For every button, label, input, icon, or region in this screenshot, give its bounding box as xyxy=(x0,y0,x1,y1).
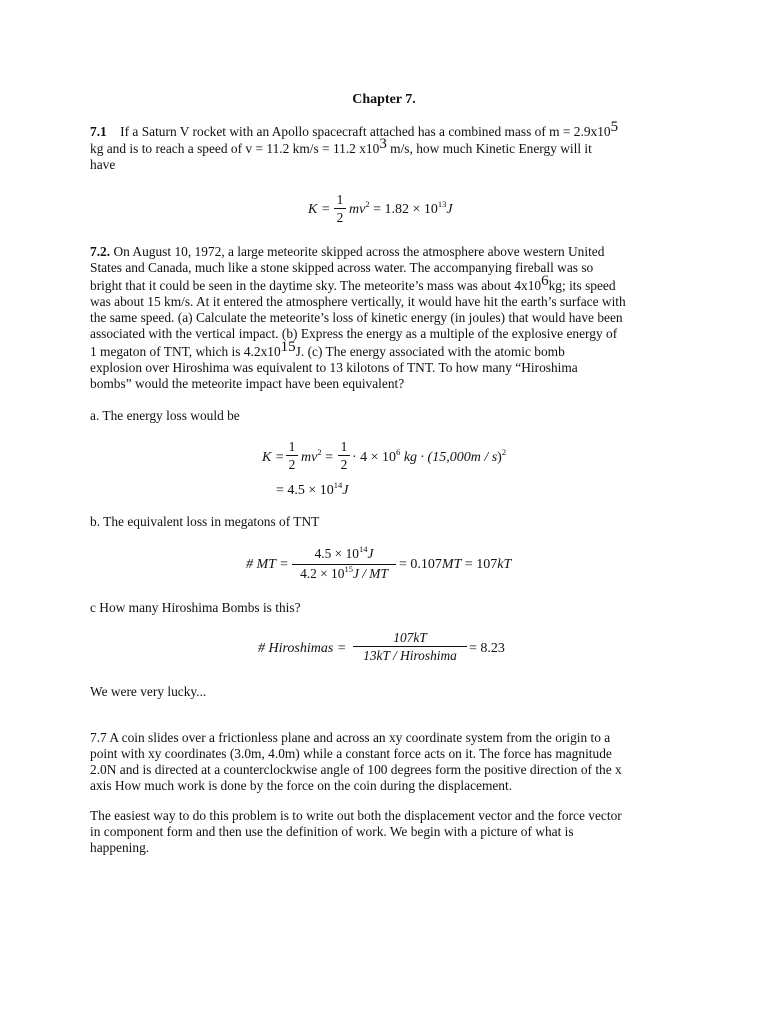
problem-text: bright that it could be seen in the daytime sky. The meteorite’s mass was about 4x10 xyxy=(90,278,542,293)
part-b-label: b. The equivalent loss in megatons of TNT xyxy=(90,514,320,529)
problem-text: If a Saturn V rocket with an Apollo spacecraft attached has a combined mass of m = 2.9x10 xyxy=(120,124,611,139)
fraction-numerator: 107kT xyxy=(353,630,467,647)
problem-number: 7.1 xyxy=(90,124,107,139)
fraction-denominator: 2 xyxy=(336,210,344,225)
problem-text: the same speed. (a) Calculate the meteorite’s loss of kinetic energy (in joules) that would have been xyxy=(90,310,623,325)
problem-text: explosion over Hiroshima was equivalent to 13 kilotons of TNT. To how many “Hiroshima xyxy=(90,360,578,375)
problem-text: was about 15 km/s. At it entered the atmosphere vertically, it would have hit the earth’s surface with xyxy=(90,294,626,309)
eq-unit: kT xyxy=(497,557,512,572)
superscript: 15 xyxy=(344,564,353,574)
problem-text: J. (c) The energy associated with the atomic bomb xyxy=(295,344,565,359)
problem-7-7 xyxy=(90,730,690,794)
problem-text: point with xy coordinates (3.0m, 4.0m) while a constant force acts on it. The force has magnitude xyxy=(90,746,612,761)
problem-text: 7.7 A coin slides over a frictionless plane and across an xy coordinate system from the origin to a xyxy=(90,730,611,745)
superscript: 2 xyxy=(501,447,507,457)
superscript: 2 xyxy=(317,447,322,457)
eq-text: = 1.82 × 10 xyxy=(369,202,438,217)
body-text: The easiest way to do this problem is to write out both the displacement vector and the force vector xyxy=(90,808,622,823)
eq-unit: J xyxy=(342,483,349,498)
solution-intro xyxy=(90,808,690,856)
problem-text: 1 megaton of TNT, which is 4.2x10 xyxy=(90,344,281,359)
problem-text: axis How much work is done by the force on the coin during the displacement. xyxy=(90,778,513,793)
eq-text: · 4 × 10 xyxy=(352,450,397,465)
fraction-numerator: 1 xyxy=(334,192,346,209)
superscript: 2 xyxy=(365,199,370,209)
eq-unit: J xyxy=(367,546,374,561)
fraction-denominator: 13kT / Hiroshima xyxy=(363,648,457,663)
superscript: 3 xyxy=(379,136,387,152)
superscript: 6 xyxy=(396,447,401,457)
problem-text: have xyxy=(90,157,116,172)
problem-text: bombs” would the meteorite impact have been equivalent? xyxy=(90,376,405,391)
remark: We were very lucky... xyxy=(90,684,207,699)
problem-text: kg and is to reach a speed of v = 11.2 km/s = 11.2 x10 xyxy=(90,141,380,156)
superscript: 14 xyxy=(358,544,368,554)
superscript: 15 xyxy=(280,339,296,355)
fraction-numerator: 4.5 × 10 xyxy=(314,546,359,561)
problem-number: 7.2. xyxy=(90,244,111,259)
fraction-numerator: 1 xyxy=(338,439,350,456)
eq-text: = xyxy=(321,450,333,465)
eq-text: = 0.107 xyxy=(399,557,442,572)
body-text: happening. xyxy=(90,840,150,855)
fraction-denominator: 2 xyxy=(288,457,296,472)
eq-unit: m / s xyxy=(470,450,498,465)
fraction-denominator: 2 xyxy=(340,457,348,472)
part-a-label: a. The energy loss would be xyxy=(90,408,240,423)
eq-text: # MT = xyxy=(246,557,289,572)
fraction-denominator: 4.2 × 10 xyxy=(300,566,345,581)
page-title: Chapter 7. xyxy=(352,92,416,107)
superscript: 14 xyxy=(333,480,343,490)
fraction-numerator: 1 xyxy=(286,439,298,456)
eq-unit: J xyxy=(446,202,453,217)
eq-text: kg · (15,000 xyxy=(400,450,471,465)
eq-unit: J / MT xyxy=(352,566,388,581)
eq-text: = 4.5 × 10 xyxy=(276,483,334,498)
problem-text: m/s, how much Kinetic Energy will it xyxy=(386,141,592,156)
superscript: 13 xyxy=(437,199,447,209)
problem-7-2 xyxy=(90,244,690,392)
eq-text: # Hiroshimas = xyxy=(258,641,347,656)
problem-text: 2.0N and is directed at a counterclockwise angle of 100 degrees form the positive direction of the x xyxy=(90,762,622,777)
eq-text: = 107 xyxy=(461,557,498,572)
eq-text: K = xyxy=(308,202,331,217)
superscript: 5 xyxy=(610,119,619,135)
superscript: 6 xyxy=(541,273,549,289)
problem-7-1 xyxy=(90,119,690,173)
eq-text: = 8.23 xyxy=(469,641,505,656)
eq-text: mv xyxy=(349,202,366,217)
eq-text: mv xyxy=(301,450,318,465)
problem-text: States and Canada, much like a stone skipped across water. The accompanying fireball was so xyxy=(90,260,594,275)
eq-unit: MT xyxy=(441,557,462,572)
problem-text: kg; its speed xyxy=(548,278,616,293)
problem-text: associated with the vertical impact. (b) Express the energy as a multiple of the explosive energy of xyxy=(90,326,618,341)
problem-text: On August 10, 1972, a large meteorite skipped across the atmosphere above western United xyxy=(110,244,605,259)
part-c-label: c How many Hiroshima Bombs is this? xyxy=(90,600,301,615)
body-text: in component form and then use the definition of work. We begin with a picture of what is xyxy=(90,824,574,839)
eq-text: ) xyxy=(497,450,502,465)
eq-text: K = xyxy=(262,450,285,465)
